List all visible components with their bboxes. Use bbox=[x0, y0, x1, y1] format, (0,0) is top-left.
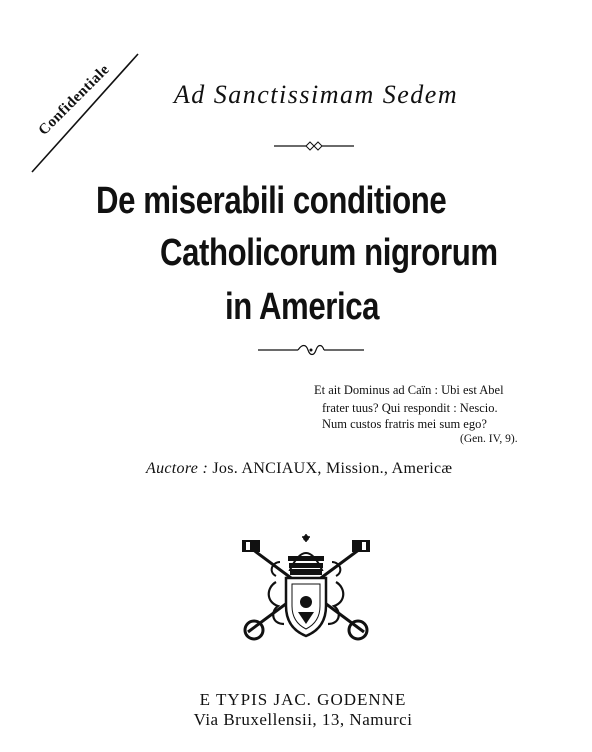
author-name: Jos. ANCIAUX, Mission., Americæ bbox=[212, 460, 453, 477]
epigraph-line-1: Et ait Dominus ad Caïn : Ubi est Abel bbox=[314, 383, 504, 397]
confidential-stamp bbox=[10, 40, 160, 190]
epigraph-citation: (Gen. IV, 9). bbox=[460, 433, 518, 445]
ornament-divider-icon bbox=[274, 140, 354, 152]
stamp-line-icon bbox=[10, 40, 160, 190]
epigraph-line-3: Num custos fratris mei sum ego? bbox=[322, 417, 487, 431]
ornament-scroll-icon bbox=[258, 343, 364, 357]
dedication-line: Ad Sanctissimam Sedem bbox=[173, 80, 459, 109]
title-line-1: De miserabili conditione bbox=[96, 180, 447, 222]
title-line-2: Catholicorum nigrorum bbox=[160, 232, 498, 274]
stamp-text: Confidentiale bbox=[35, 61, 113, 139]
title-line-3: in America bbox=[225, 286, 380, 328]
printer-name: E TYPIS JAC. GODENNE bbox=[199, 690, 407, 709]
author-label: Auctore : bbox=[146, 460, 209, 477]
epigraph-line-2: frater tuus? Qui respondit : Nescio. bbox=[322, 401, 498, 415]
printer-address: Via Bruxellensii, 13, Namurci bbox=[193, 710, 413, 729]
author-line bbox=[146, 460, 452, 478]
papal-coat-of-arms-icon bbox=[236, 532, 376, 644]
